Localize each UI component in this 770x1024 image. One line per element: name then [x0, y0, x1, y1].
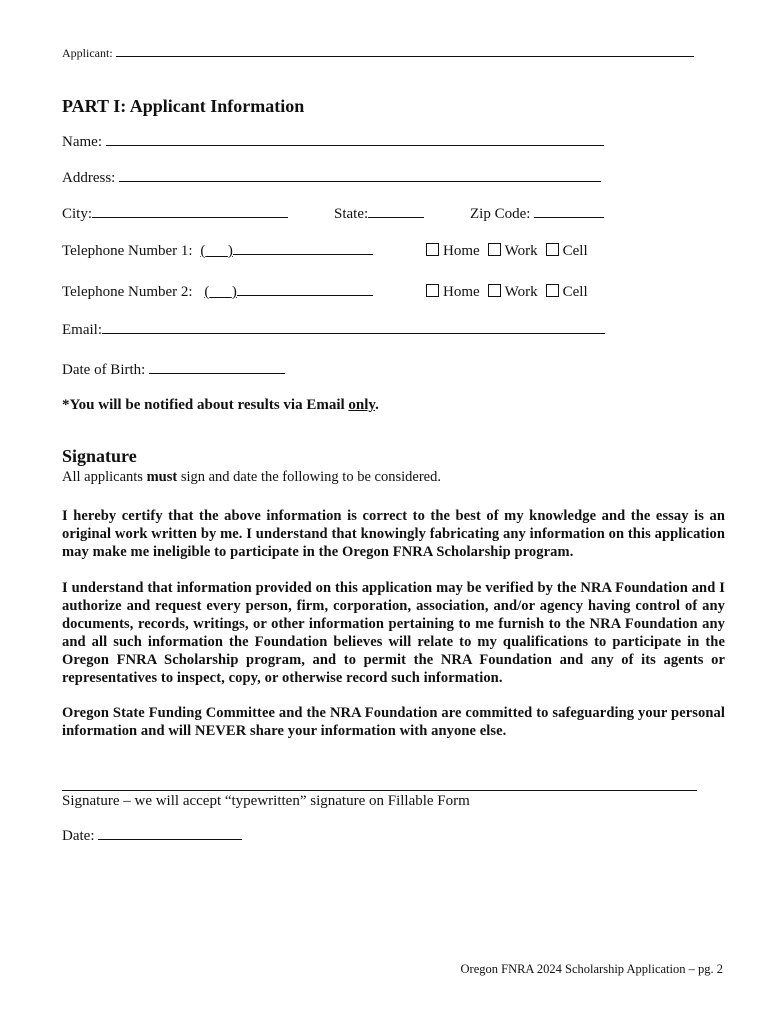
state-label: State:	[334, 206, 369, 222]
notice-period: .	[375, 397, 379, 413]
date-row	[62, 828, 242, 845]
tel2-types	[426, 284, 596, 301]
signature-field[interactable]	[62, 790, 697, 791]
tel2-work-option[interactable]: Work	[488, 284, 538, 301]
name-label: Name:	[62, 134, 102, 150]
state-row	[334, 206, 424, 223]
email-row	[62, 322, 605, 339]
page-footer: Oregon FNRA 2024 Scholarship Application – pg. 2	[460, 962, 723, 976]
date-field[interactable]	[98, 839, 242, 840]
tel2-cell-option[interactable]: Cell	[546, 284, 588, 301]
tel1-row	[62, 243, 373, 260]
intro-text: All applicants	[62, 469, 147, 485]
checkbox-icon[interactable]	[488, 284, 501, 297]
dob-field[interactable]	[149, 373, 285, 374]
intro-text-end: sign and date the following to be considered.	[177, 469, 441, 485]
city-label: City:	[62, 206, 93, 222]
state-field[interactable]	[368, 217, 424, 218]
zip-label: Zip Code:	[470, 206, 531, 222]
part1-title: PART I: Applicant Information	[62, 96, 305, 116]
tel2-home-option[interactable]: Home	[426, 284, 480, 301]
applicant-header	[62, 46, 694, 61]
signature-title: Signature	[62, 446, 137, 466]
authorization-paragraph: I understand that information provided on this application may be verified by the NRA Foundation and I authorize and request every person, firm, corporation, association, and/or agency having control of any documents, records, writings, or other information pertaining to me furnish to the NRA Foundation any and all such information the Foundation believes will relate to my qualifications to participate in the Oregon FNRA Scholarship program, and to permit the NRA Foundation and any of its agents or representatives to inspect, copy, or otherwise record such information.	[62, 580, 725, 686]
city-field[interactable]	[92, 217, 288, 218]
tel2-field[interactable]	[237, 295, 373, 296]
checkbox-icon[interactable]	[488, 243, 501, 256]
privacy-paragraph: Oregon State Funding Committee and the NRA Foundation are committed to safeguarding your personal information and will NEVER share your information with anyone else.	[62, 705, 725, 739]
applicant-field[interactable]	[116, 56, 694, 57]
tel1-cell-option[interactable]: Cell	[546, 243, 588, 260]
date-label: Date:	[62, 828, 95, 844]
tel1-work-option[interactable]: Work	[488, 243, 538, 260]
tel2-label: Telephone Number 2:	[62, 284, 193, 300]
signature-caption: Signature – we will accept “typewritten” signature on Fillable Form	[62, 793, 470, 809]
email-notice	[62, 397, 379, 414]
name-row	[62, 134, 604, 151]
tel1-types	[426, 243, 596, 260]
applicant-label: Applicant:	[62, 46, 113, 60]
intro-emphasis: must	[146, 469, 178, 485]
name-field[interactable]	[106, 145, 604, 146]
dob-label: Date of Birth:	[62, 362, 146, 378]
tel1-label: Telephone Number 1:	[62, 243, 193, 259]
notice-text: *You will be notified about results via Email	[62, 397, 349, 413]
certify-paragraph: I hereby certify that the above information is correct to the best of my knowledge and the essay is an original work written by me. I understand that knowingly fabricating any information on this application may make me ineligible to participate in the Oregon FNRA Scholarship program.	[62, 508, 725, 560]
address-row	[62, 170, 601, 187]
city-row	[62, 206, 288, 223]
tel1-field[interactable]	[233, 254, 373, 255]
dob-row	[62, 362, 285, 379]
tel1-home-option[interactable]: Home	[426, 243, 480, 260]
tel2-area-code[interactable]: ( )	[204, 284, 237, 300]
address-field[interactable]	[119, 181, 601, 182]
email-label: Email:	[62, 322, 102, 338]
checkbox-icon[interactable]	[546, 284, 559, 297]
tel2-row	[62, 284, 373, 301]
tel1-area-code[interactable]: ( )	[200, 243, 233, 259]
checkbox-icon[interactable]	[426, 284, 439, 297]
checkbox-icon[interactable]	[426, 243, 439, 256]
signature-intro	[62, 469, 441, 486]
zip-field[interactable]	[534, 217, 604, 218]
email-field[interactable]	[102, 333, 605, 334]
checkbox-icon[interactable]	[546, 243, 559, 256]
address-label: Address:	[62, 170, 116, 186]
notice-emphasis: only	[348, 397, 376, 413]
zip-row	[470, 206, 604, 223]
